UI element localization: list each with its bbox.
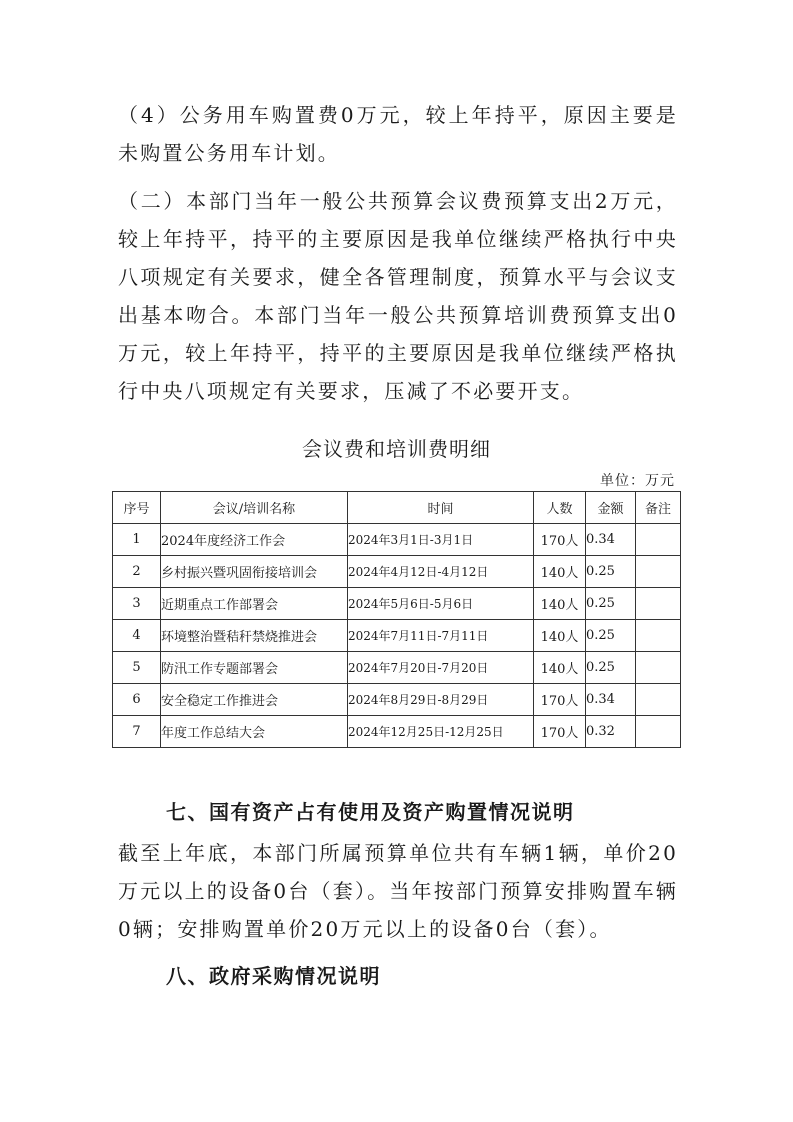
cell-people: 140人 [534,588,586,620]
cell-time: 2024年3月1日-3月1日 [348,524,534,556]
cell-amount: 0.25 [586,588,636,620]
table-row [113,684,681,716]
cell-name: 环境整治暨秸秆禁烧推进会 [161,620,348,652]
paragraph-asset-purchase: 截至上年底，本部门所属预算单位共有车辆1辆，单价20万元以上的设备0台（套）。当年按部门预算安排购置车辆0辆；安排购置单价20万元以上的设备0台（套）。 [118,841,678,941]
meeting-expense-table [112,491,681,748]
cell-people: 140人 [534,652,586,684]
cell-amount: 0.34 [586,524,636,556]
header-time: 时间 [348,492,534,524]
table-row [113,524,681,556]
cell-no: 3 [113,588,161,620]
cell-people: 140人 [534,620,586,652]
cell-amount: 0.25 [586,556,636,588]
cell-no: 6 [113,684,161,716]
cell-name: 防汛工作专题部署会 [161,652,348,684]
cell-time: 2024年4月12日-4月12日 [348,556,534,588]
table-header-row [113,492,681,524]
cell-people: 140人 [534,556,586,588]
cell-name: 2024年度经济工作会 [161,524,348,556]
cell-amount: 0.32 [586,716,636,748]
table-row [113,556,681,588]
cell-no: 2 [113,556,161,588]
cell-remark [636,588,681,620]
cell-remark [636,524,681,556]
section-8-heading: 八、政府采购情况说明 [166,964,381,988]
cell-name: 年度工作总结大会 [161,716,348,748]
paragraph-meeting-training-expense: （二）本部门当年一般公共预算会议费预算支出2万元，较上年持平，持平的主要原因是我单位继续严格执行中央八项规定有关要求，健全各管理制度，预算水平与会议支出基本吻合。本部门当年一般公共预算培训费预算支出0万元，较上年持平，持平的主要原因是我单位继续严格执行中央八项规定有关要求，压减了不必要开支。 [118,189,678,403]
cell-remark [636,652,681,684]
cell-no: 4 [113,620,161,652]
cell-name: 近期重点工作部署会 [161,588,348,620]
cell-amount: 0.25 [586,652,636,684]
cell-name: 乡村振兴暨巩固衔接培训会 [161,556,348,588]
header-name: 会议/培训名称 [161,492,348,524]
paragraph-vehicle-purchase: （4）公务用车购置费0万元，较上年持平，原因主要是未购置公务用车计划。 [118,103,678,165]
cell-people: 170人 [534,684,586,716]
table-row [113,716,681,748]
table-row [113,588,681,620]
cell-no: 1 [113,524,161,556]
cell-remark [636,716,681,748]
cell-remark [636,684,681,716]
header-no: 序号 [113,492,161,524]
cell-people: 170人 [534,716,586,748]
cell-time: 2024年5月6日-5月6日 [348,588,534,620]
cell-remark [636,620,681,652]
cell-people: 170人 [534,524,586,556]
header-remark: 备注 [636,492,681,524]
cell-time: 2024年12月25日-12月25日 [348,716,534,748]
cell-name: 安全稳定工作推进会 [161,684,348,716]
table-row [113,652,681,684]
table-title: 会议费和培训费明细 [302,437,491,461]
cell-time: 2024年7月20日-7月20日 [348,652,534,684]
cell-remark [636,556,681,588]
header-people: 人数 [534,492,586,524]
cell-amount: 0.25 [586,620,636,652]
cell-no: 7 [113,716,161,748]
unit-label: 单位：万元 [600,473,675,489]
section-7-heading: 七、国有资产占有使用及资产购置情况说明 [166,800,575,824]
cell-no: 5 [113,652,161,684]
cell-time: 2024年7月11日-7月11日 [348,620,534,652]
table-row [113,620,681,652]
cell-amount: 0.34 [586,684,636,716]
header-amount: 金额 [586,492,636,524]
cell-time: 2024年8月29日-8月29日 [348,684,534,716]
